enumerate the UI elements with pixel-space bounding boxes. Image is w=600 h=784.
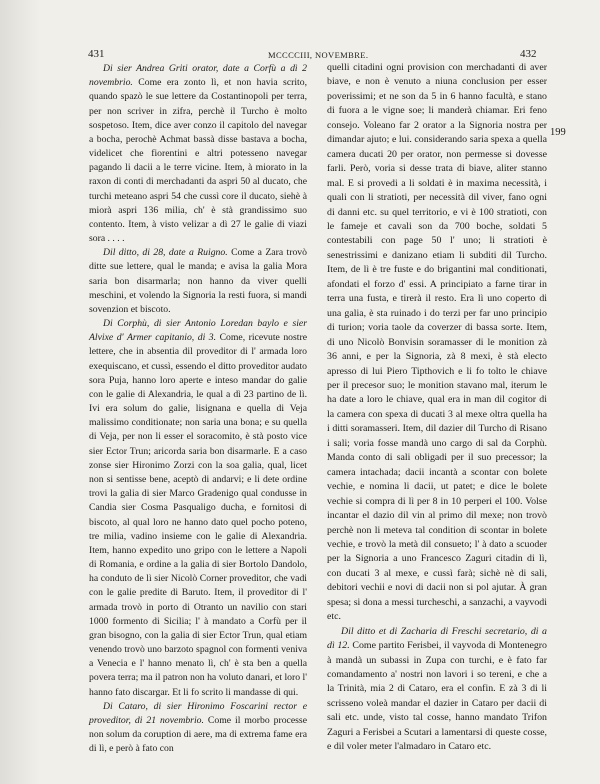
running-header-title: MCCCCIII, NOVEMBRE.: [268, 50, 369, 60]
entry-paragraph: [89, 317, 307, 700]
entry-paragraph: [89, 246, 307, 317]
page-number-left: 431: [88, 48, 105, 60]
entry-heading: Dil ditto, di 28, date a Ruigno.: [103, 247, 228, 259]
entry-paragraph: [89, 700, 307, 757]
entry-heading: Di sier Andrea Griti orator, date a Corfù a dì 2 novembrio.: [89, 63, 307, 89]
page-number-right: 432: [520, 48, 537, 60]
text-column-right: [327, 61, 547, 755]
entry-heading: Di Corphù, di sier Antonio Loredan baylo e sier Alvixe d' Armer capitanio, di 3.: [89, 318, 307, 344]
entry-text: Come era zonto lì, et non havia scrito, quando spazò le sue lettere da Costantinopoli per terra, per non scriver in zifra, perchè il Turcho è molto sospetoso. Item, dice aver conzo il capitolo del navegar a bocha, perochè Achmat bassà disse bastava a bocha, videlicet che fiorentini e altri potesseno navegar pagando li dacii a le terre vicine. Item, à miorato in la raxon di conti di merchadanti da aspri 50 al ducato, che turchi meteano aspri 54 che cussì core il ducato, siehè à miorà aspri 136 milia, ch' è stà grandissimo suo contento. Item, à visto velizar a dì 27 le galie di viazi sora . . . .: [89, 77, 308, 245]
entry-paragraph-continued: [327, 61, 547, 625]
margin-column-number: 199: [550, 127, 566, 138]
entry-heading: Di Cataro, di sier Hironimo Foscarini rector e proveditor, di 21 novembrio.: [89, 700, 307, 726]
text-column-left: [89, 62, 307, 756]
page-fold-shadow: [0, 0, 40, 784]
entry-text: Come partito Ferisbei, il vayvoda di Montenegro à mandà un subassi in Zupa con turchi, e è fato far comandamento a' nostri non lavori i so tereni, e che a la Trinità, mia 2 di Cataro, era el confin. E zà 3 di li scrisseno voleà mandar el dazier in Cataro per dacii di sali etc. unde, visto tal cosse, hanno mandato Trifon Zaguri a Ferisbei a Scutari a lamentarsi di queste cosse, e dil voler meter l'almadaro in Cataro etc.: [327, 640, 547, 753]
entry-text: Come il morbo processe non solum da coruption di aere, ma di extrema fame era di lì, e però à fato con: [89, 714, 307, 755]
entry-paragraph: [327, 625, 547, 755]
entry-paragraph: [89, 62, 307, 246]
entry-text: Come a Zara trovò ditte sue lettere, qual le manda; e avisa la galia Mora saria bon disarmarla; non hanno da viver quelli meschini, et volendo la Signoria la resti fuora, si mandi sovenzion et biscoto.: [89, 247, 307, 315]
entry-text: quelli citadini ogni provision con merchadanti di aver biave, e non è venuto a niuna conclusion per esser poverissimi; et ne son da 5 in 6 hanno facultà, e stano di fuora a le vigne soe; li manderà chiamar. Eri feno consejo. Voleano far 2 orator a la Signoria nostra per dimandar ajuto; e lui. considerando saria spexa a quella camera ducati 20 per orator, non permesse si dovesse farli. Però, voria si desse trata di biave, aliter stanno mal. E si provedi a li soldati è in maxima necessità, i quali con li stratioti, per necessità dil viver, fano ogni di danni etc. su quel territorio, e vi è 100 stratioti, con le fameje et cavali son da 700 boche, soldati 5 contestabili con page 50 l' uno; li stratioti è senestrissimi e danizano etiam li subditi dil Turcho. Item, de lì è tre fuste e do brigantini mal conditionati, afondati el forzo d' essi. A principiato a farne tirar in terra una fusta, e tirerà il resto. Era lì uno coperto di una galia, è sta ruinado i do terzi per far uno principio di turion; voria taole da coverzer di bassa sorte. Item, di uno Nicolò Bonvisin soramasser di le monition zà 36 anni, e per la Signoria, zà 8 mexi, è stà electo apresso di lui Piero Tipthovich e li fo tolto le chiave per il precesor suo; le monition stavano mal, iterum le ha date a loro le chiave, qual era in man dil cogitor di la camera con spexa di ducati 3 al mexe oltra quella ha i ditti soramasseri. Item, dil dazier dil Turcho di Risano i sali; voria fosse mandà uno cargo di sal da Corphù. Manda conto di sali obligadi per il suo precessor; la camera intachada; dacii incantà a scontar con bolete vechie, e nomina li dacii, ut patet; e dice le bolete vechie si compra di lì per 8 in 10 perperi el 100. Volse incantar el dazio dil vin al primo dil mexe; non trovò perchè non li meteva tal condition di scontar in bolete vechie, e trovò la metà dil consueto; l' à dato a scuoder per la Signoria a uno Francesco Zaguri citadin di lì, con ducati 3 al mexe, e cussì farà; sichè nè di sali, debitori vechii e novi di dacii non si pol ajutar. À gran spesa; si dona a messi turcheschi, a sanzachi, a vayvodi etc.: [327, 62, 547, 623]
entry-heading: Dil ditto et di Zacharia di Freschi secretario, di a dì 12.: [327, 625, 547, 652]
entry-text: Come, ricevute nostre lettere, che in absentia dil proveditor di l' armada loro exequiscano, et cussì, essendo el ditto proveditor audato sora Puja, hanno loro aperte e inteso mandar do galie con le galie di Alexandria, le qual a dì 23 partino de lì. Ivi era solum do galie, lisignana e quella di Veja malissimo conditionate; non saria una bona; e su quella di Veja, per non li esser el soracomito, è stà posto vice sier Ector Trun; aricorda saria bon disarmarle. E a caso zonse sier Hironimo Zorzi con la soa galia, qual, licet non si sentisse bene, aceptò di andarvi; e li dete ordine trovi la galia di sier Marco Gradenigo qual condusse in Candia sier Cosma Pasqualigo ducha, e fornitosi di biscoto, al qual loro ne hanno dato quel pocho poteno, tre milia, vadino insieme con le galie di Alexandria. Item, hanno expedito uno gripo con le lettere a Napoli di Romania, e ordine a la galia di sier Bortolo Dandolo, ha conduto de lì sier Nicolò Corner proveditor, che vadi con le galie predite di Baruto. Item, il proveditor di l' armada trovò in porto di Otranto un navilio con stari 1000 formento di Sicilia; l' à mandato a Corfù per il gran bisogno, con la galia di sier Ector Trun, qual etiam venendo trovò uno barzoto spagnol con formenti veniva a Venecia e l' hanno menato lì, ch' è sta ben a quella povera terra; ma il patron non ha voluto danari, et loro l' hanno fato discargar. Et li fo scrito li mandasse di qui.: [89, 332, 308, 698]
